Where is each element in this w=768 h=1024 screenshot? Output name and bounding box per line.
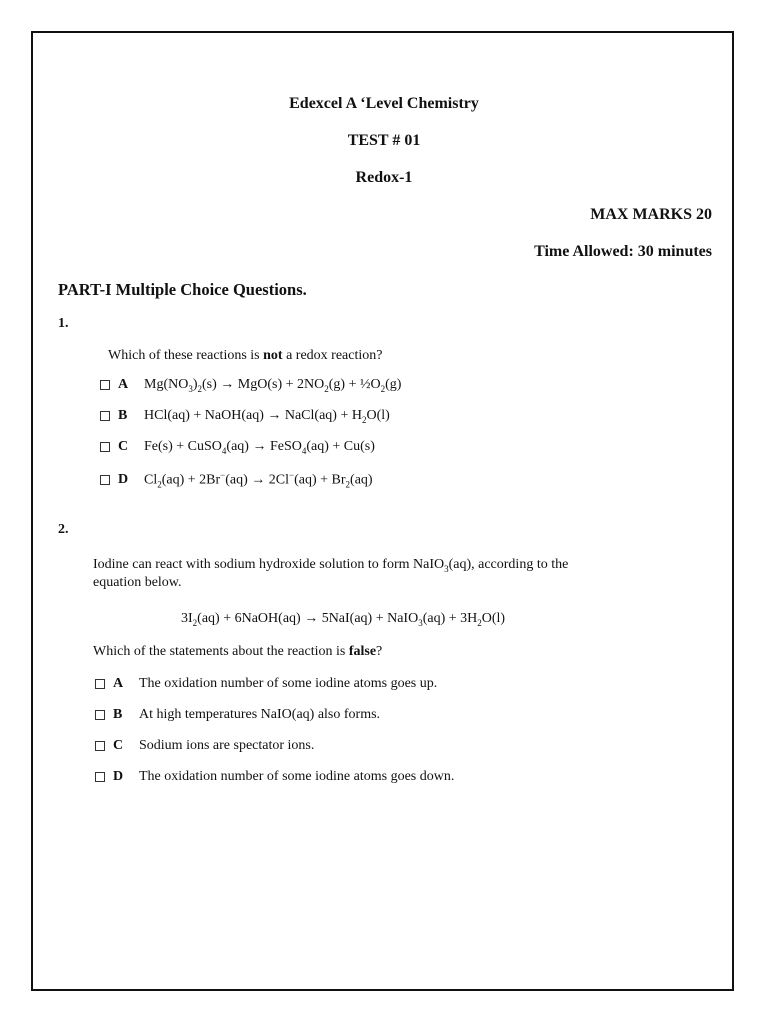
q2-option-a[interactable]: A The oxidation number of some iodine atoms goes up. [95, 676, 437, 692]
part-title: PART-I Multiple Choice Questions. [58, 280, 307, 299]
question-2-stem: Which of the statements about the reaction is false? [93, 644, 383, 659]
q1-option-b[interactable]: B HCl(aq) + NaOH(aq) → NaCl(aq) + $H_2O(l)$ [100, 408, 390, 425]
question-2-intro-line2: equation below. [93, 575, 182, 590]
test-number: TEST # 01 [347, 132, 421, 149]
time-allowed: Time Allowed: 30 minutes [534, 243, 712, 260]
checkbox-icon[interactable] [100, 475, 110, 485]
q1-option-c[interactable]: C Fe(s) + CuSO$_4$(aq) → FeSO$_4$(aq) + Cu(s) [100, 439, 375, 456]
q1-option-d-equation: $Cl_2(aq) + 2Br^-(aq) \to 2Cl^-(aq) + Br_2(aq)$ [144, 470, 373, 490]
checkbox-icon[interactable] [100, 380, 110, 390]
doc-title: Edexcel A ‘Level Chemistry [289, 95, 479, 112]
question-1-number: 1. [58, 316, 69, 331]
q1-option-c-equation: Fe(s) + CuSO$_4$(aq) → FeSO$_4$(aq) + Cu(s) [144, 439, 375, 456]
checkbox-icon[interactable] [95, 679, 105, 689]
question-2-intro-line1: Iodine can react with sodium hydroxide solution to form NaIO$_3$(aq), according to the [93, 557, 569, 574]
checkbox-icon[interactable] [95, 710, 105, 720]
q1-option-d[interactable]: D $Cl_2(aq) + 2Br^-(aq) \to 2Cl^-(aq) + Br_2(aq)$ [100, 470, 373, 489]
topic-title: Redox-1 [355, 169, 413, 186]
q2-option-d[interactable]: D The oxidation number of some iodine atoms goes down. [95, 769, 454, 785]
checkbox-icon[interactable] [95, 772, 105, 782]
q2-option-b[interactable]: B At high temperatures NaIO(aq) also forms. [95, 707, 380, 723]
question-1-stem: Which of these reactions is not a redox reaction? [108, 348, 383, 363]
q1-option-b-equation: HCl(aq) + NaOH(aq) → NaCl(aq) + $H_2O(l)$ [144, 408, 390, 425]
q1-option-a[interactable]: A $Mg(NO_3)_2(s) \to MgO(s) + 2NO_2(g)$ + $\frac{1}{2}O_2(g)$ [100, 377, 401, 394]
checkbox-icon[interactable] [95, 741, 105, 751]
question-2-number: 2. [58, 522, 69, 537]
q2-option-c[interactable]: C Sodium ions are spectator ions. [95, 738, 314, 754]
q1-option-a-equation: $Mg(NO_3)_2(s) \to MgO(s) + 2NO_2(g)$ + $\frac{1}{2}O_2(g)$ [144, 377, 402, 394]
question-2-equation: $3I_2(aq)$ + 6NaOH(aq) → 5NaI(aq) + NaIO$_3$(aq) + $3H_2O(l)$ [181, 611, 506, 628]
max-marks: MAX MARKS 20 [590, 206, 712, 223]
checkbox-icon[interactable] [100, 411, 110, 421]
checkbox-icon[interactable] [100, 442, 110, 452]
